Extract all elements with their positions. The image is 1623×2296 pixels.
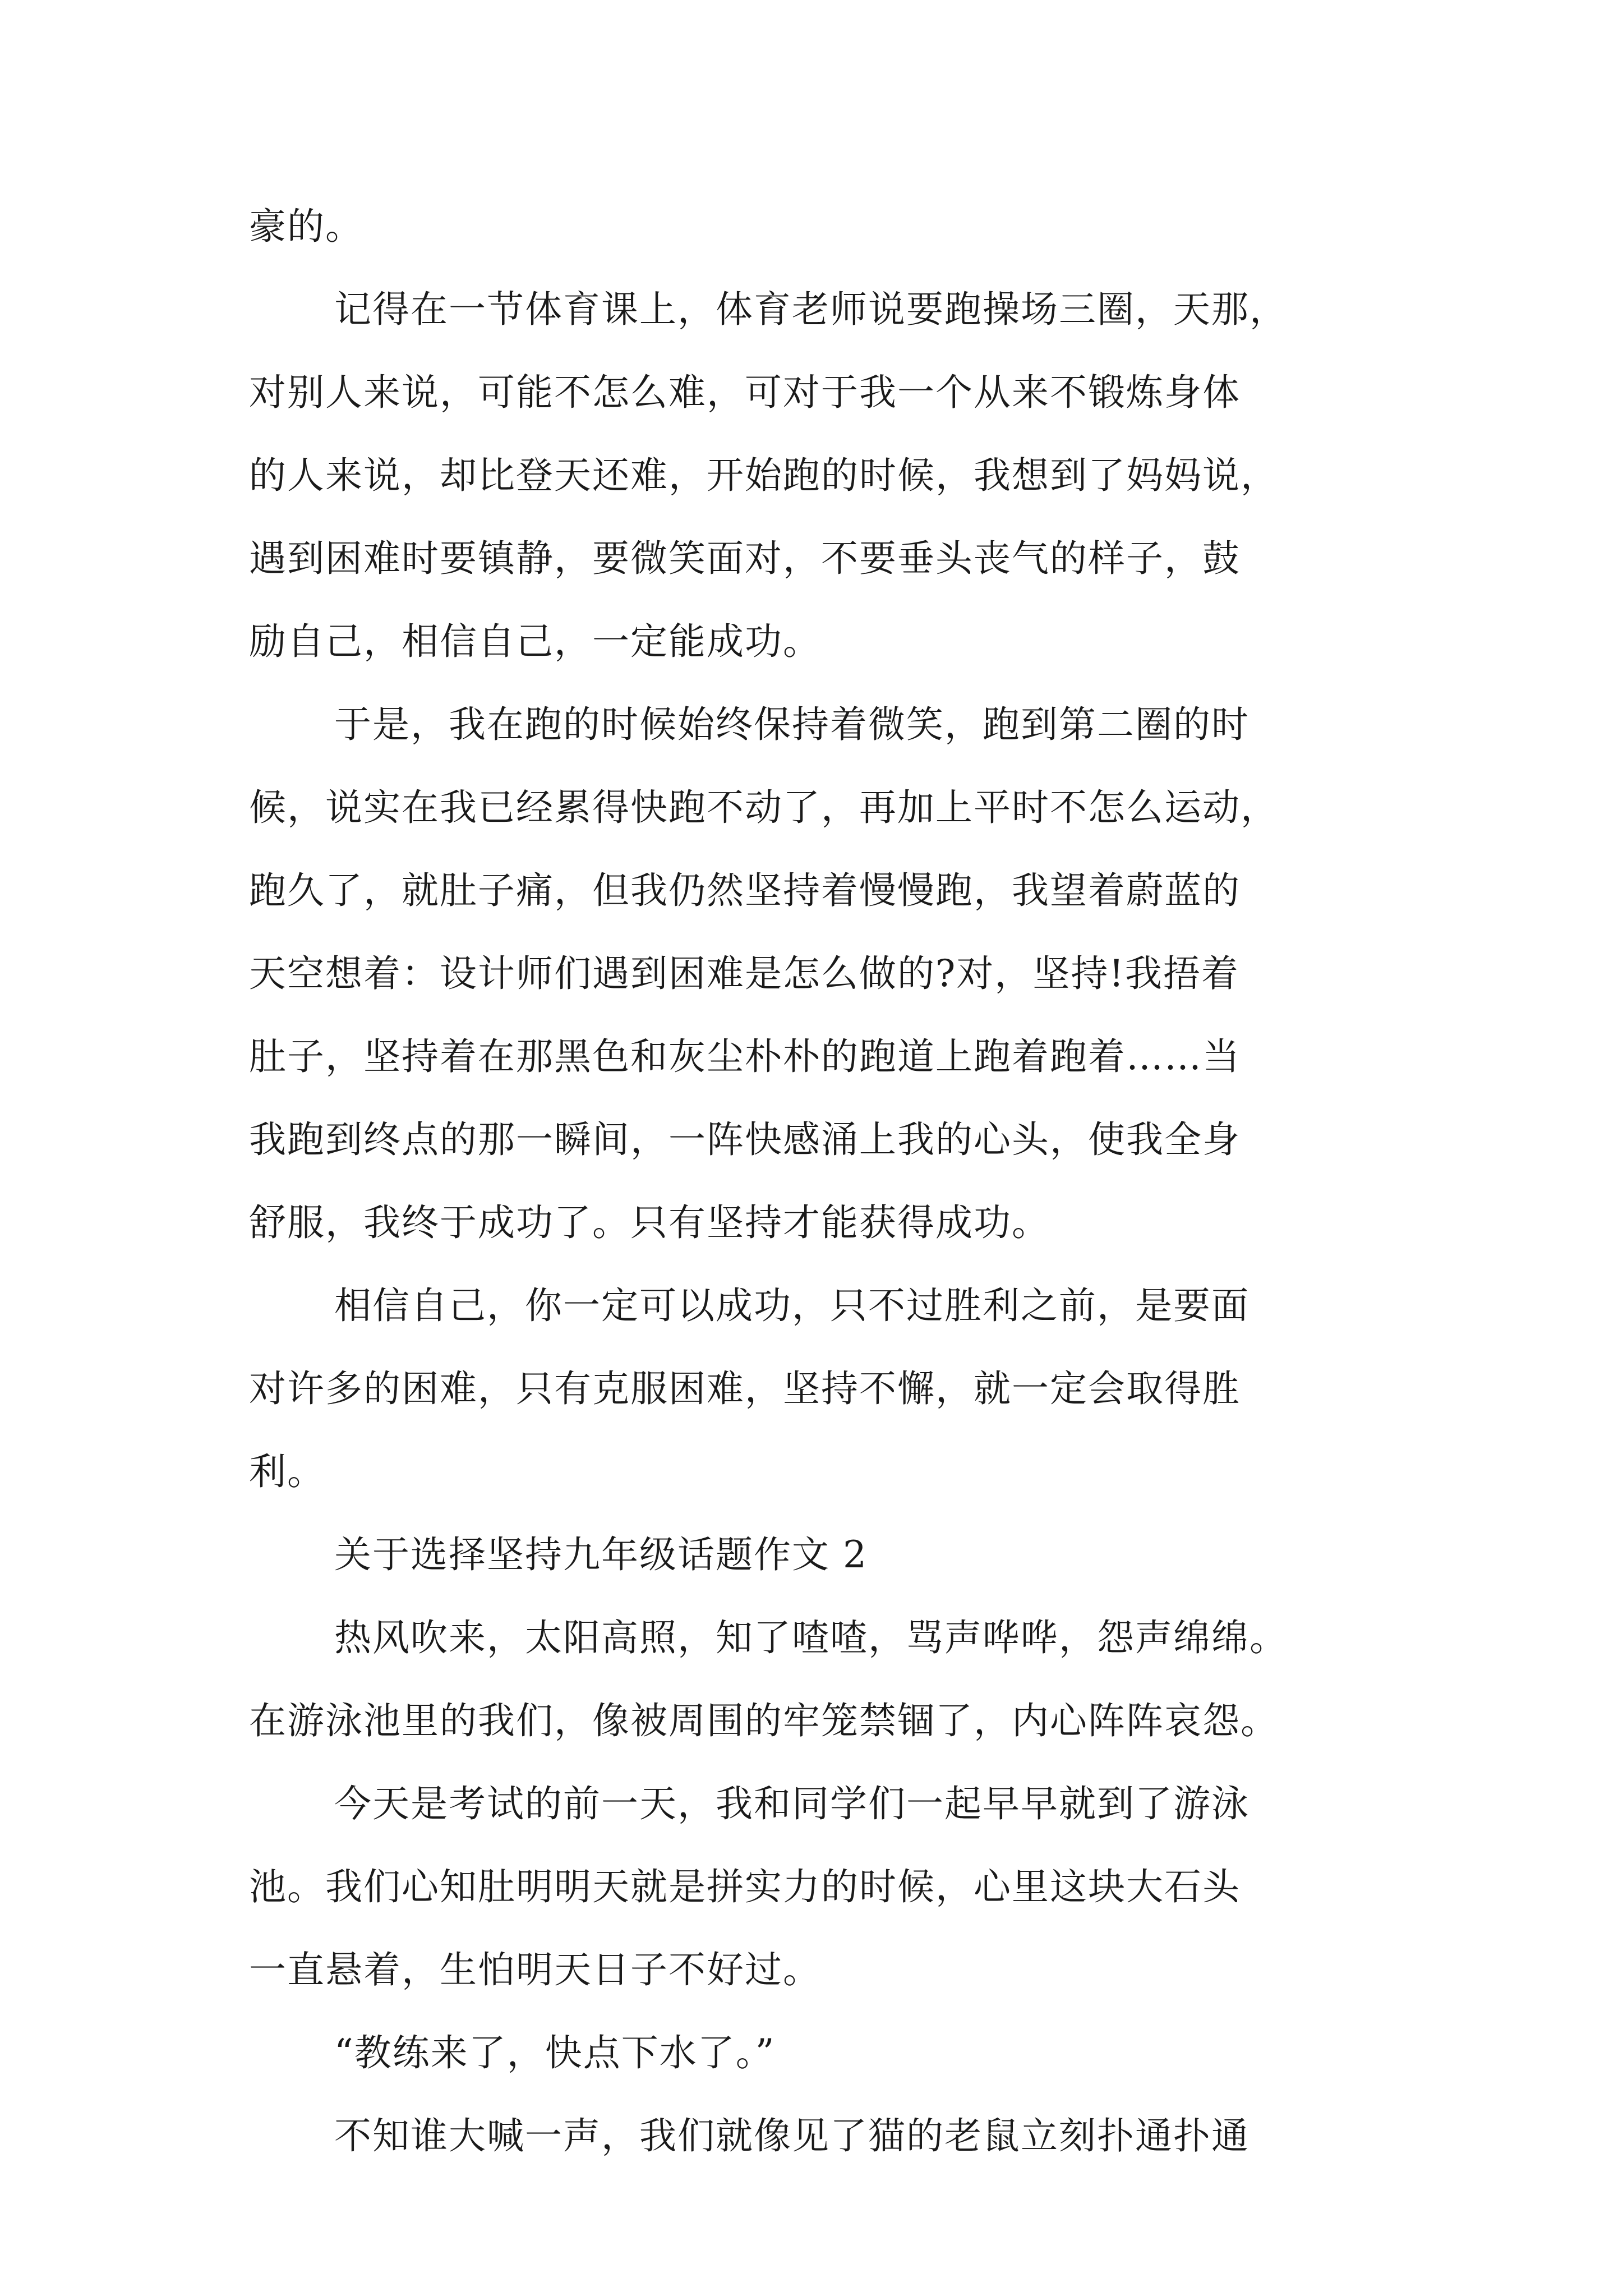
text-line: 肚子，坚持着在那黑色和灰尘朴朴的跑道上跑着跑着……当	[249, 1035, 1241, 1078]
text-line: 相信自己，你一定可以成功，只不过胜利之前，是要面	[334, 1284, 1249, 1327]
text-line: 豪的。	[249, 205, 363, 248]
text-line: 对许多的困难，只有克服困难，坚持不懈，就一定会取得胜	[249, 1367, 1241, 1410]
section-heading: 关于选择坚持九年级话题作文 2	[334, 1533, 868, 1576]
text-line: 池。我们心知肚明明天就是拼实力的时候，心里这块大石头	[249, 1865, 1241, 1908]
text-line: 我跑到终点的那一瞬间，一阵快感涌上我的心头，使我全身	[249, 1118, 1241, 1161]
text-line: 舒服，我终于成功了。只有坚持才能获得成功。	[249, 1201, 1050, 1244]
text-line: 候，说实在我已经累得快跑不动了，再加上平时不怎么运动，	[249, 786, 1279, 829]
text-line: 的人来说，却比登天还难，开始跑的时候，我想到了妈妈说，	[249, 454, 1279, 497]
text-line: 对别人来说，可能不怎么难，可对于我一个从来不锻炼身体	[249, 371, 1241, 414]
text-line: 跑久了，就肚子痛，但我仍然坚持着慢慢跑，我望着蔚蓝的	[249, 869, 1241, 912]
text-line: 天空想着：设计师们遇到困难是怎么做的?对，坚持!我捂着	[249, 952, 1239, 995]
text-line: 励自己，相信自己，一定能成功。	[249, 620, 821, 663]
text-line: 在游泳池里的我们，像被周围的牢笼禁锢了，内心阵阵哀怨。	[249, 1699, 1279, 1742]
text-line: 一直悬着，生怕明天日子不好过。	[249, 1948, 821, 1991]
text-line: 于是，我在跑的时候始终保持着微笑，跑到第二圈的时	[334, 703, 1249, 746]
text-line: 利。	[249, 1450, 325, 1493]
text-line: 遇到困难时要镇静，要微笑面对，不要垂头丧气的样子，鼓	[249, 537, 1241, 580]
text-line: “教练来了，快点下水了。”	[334, 2031, 776, 2074]
text-line: 记得在一节体育课上，体育老师说要跑操场三圈，天那，	[334, 288, 1288, 331]
text-line: 热风吹来，太阳高照，知了喳喳，骂声哗哗，怨声绵绵。	[334, 1616, 1288, 1659]
text-line: 不知谁大喊一声，我们就像见了猫的老鼠立刻扑通扑通	[334, 2114, 1249, 2157]
text-line: 今天是考试的前一天，我和同学们一起早早就到了游泳	[334, 1782, 1249, 1825]
document-body	[249, 185, 1393, 2178]
